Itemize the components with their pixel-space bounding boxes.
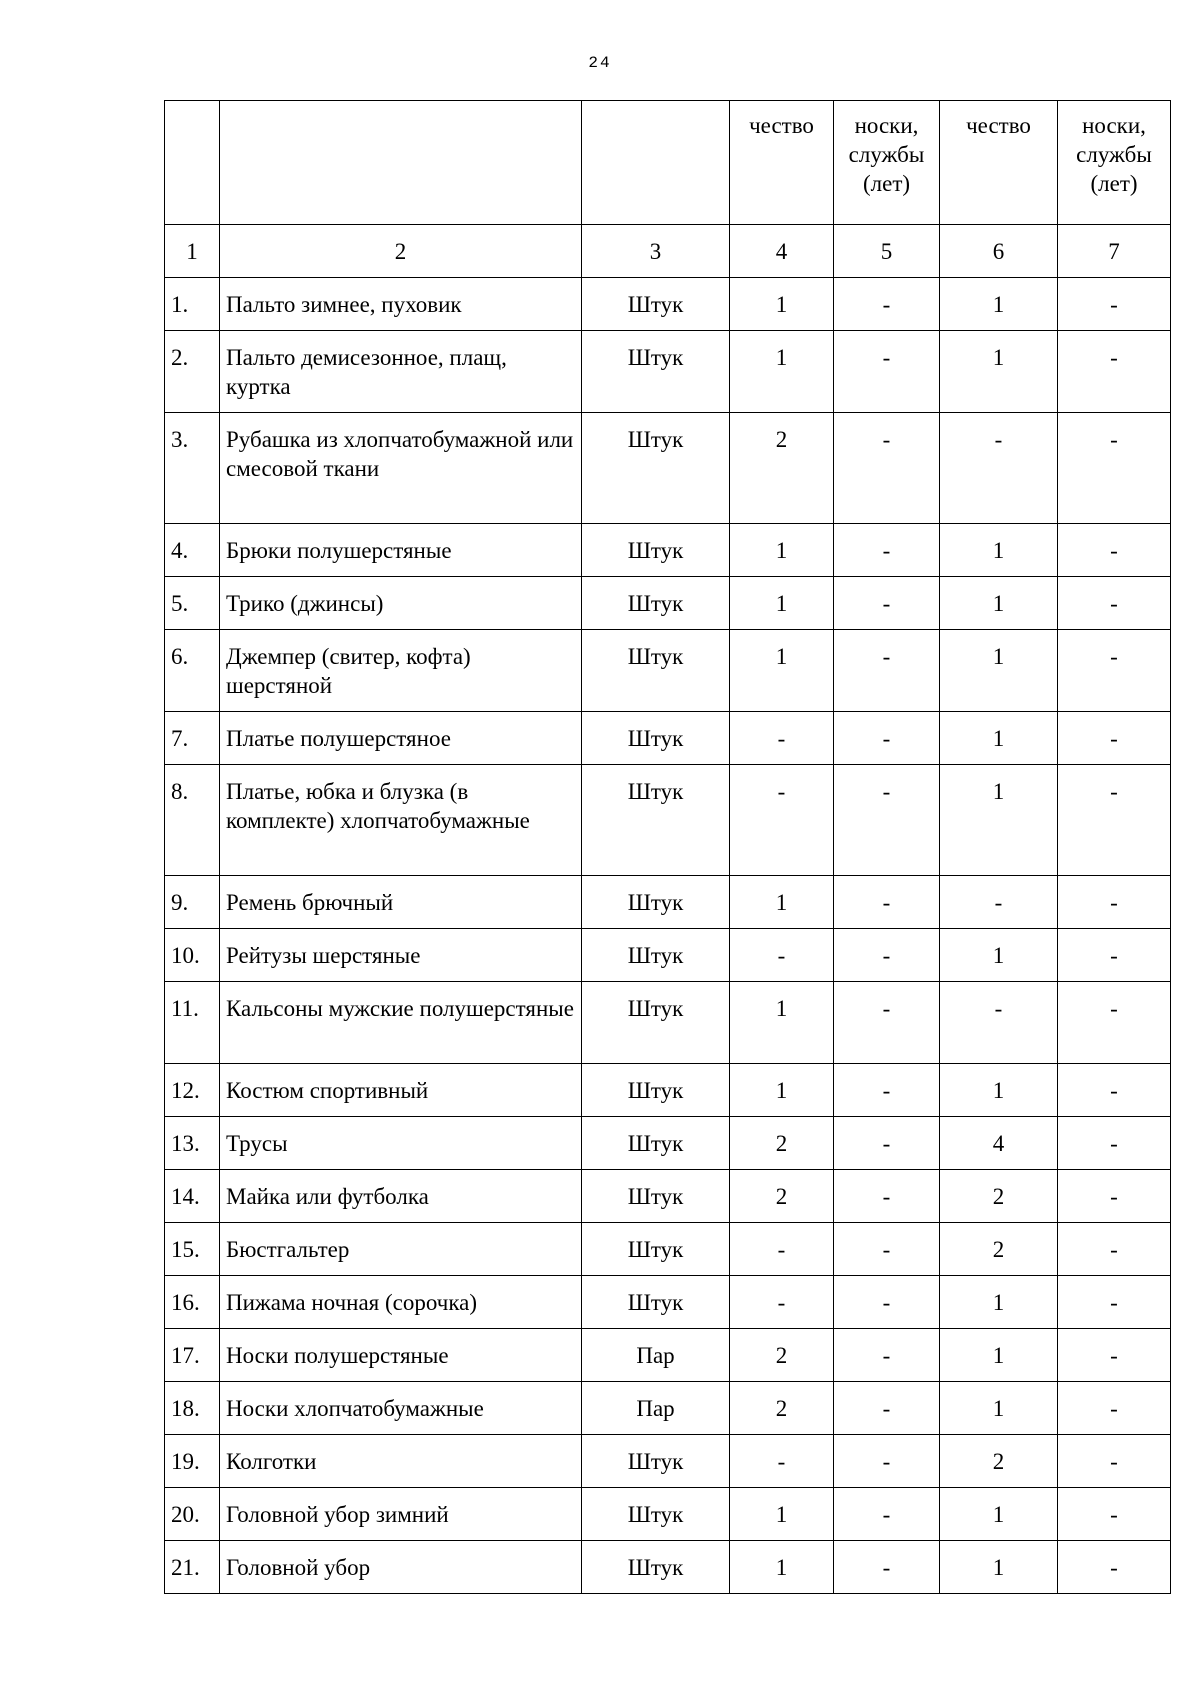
item-name: Рейтузы шерстяные xyxy=(220,929,582,982)
wear-period-cell: - xyxy=(834,712,940,765)
header-cell-num xyxy=(165,101,220,225)
unit-of-measure: Штук xyxy=(582,630,730,712)
table-row xyxy=(165,1329,1171,1382)
wear-period-cell: - xyxy=(1058,929,1171,982)
wear-period-cell: - xyxy=(1058,765,1171,876)
header-continuation-row xyxy=(165,101,1171,225)
wear-period-cell: - xyxy=(1058,577,1171,630)
unit-of-measure: Штук xyxy=(582,712,730,765)
quantity-cell: - xyxy=(940,876,1058,929)
column-number: 2 xyxy=(220,225,582,278)
row-number: 7. xyxy=(165,712,220,765)
row-number: 17. xyxy=(165,1329,220,1382)
item-name: Кальсоны мужские полушерстяные xyxy=(220,982,582,1064)
clothing-norms-table xyxy=(164,100,1171,1594)
wear-period-cell: - xyxy=(1058,712,1171,765)
quantity-cell: 2 xyxy=(730,413,834,524)
table-row xyxy=(165,1276,1171,1329)
wear-period-cell: - xyxy=(834,1064,940,1117)
quantity-cell: 1 xyxy=(940,1064,1058,1117)
wear-period-cell: - xyxy=(1058,630,1171,712)
quantity-cell: 1 xyxy=(730,1541,834,1594)
table-row xyxy=(165,765,1171,876)
quantity-cell: 2 xyxy=(730,1329,834,1382)
table-row xyxy=(165,712,1171,765)
wear-period-cell: - xyxy=(834,876,940,929)
wear-period-cell: - xyxy=(1058,1435,1171,1488)
table-row xyxy=(165,1382,1171,1435)
quantity-cell: - xyxy=(730,929,834,982)
quantity-cell: - xyxy=(940,982,1058,1064)
wear-period-cell: - xyxy=(834,278,940,331)
page-number: 24 xyxy=(588,54,612,72)
wear-period-cell: - xyxy=(834,929,940,982)
unit-of-measure: Штук xyxy=(582,1276,730,1329)
row-number: 1. xyxy=(165,278,220,331)
quantity-cell: 1 xyxy=(940,1329,1058,1382)
wear-period-cell: - xyxy=(834,577,940,630)
column-number: 4 xyxy=(730,225,834,278)
header-cell-wear-1: носки, службы (лет) xyxy=(834,101,940,225)
column-number-row xyxy=(165,225,1171,278)
quantity-cell: 2 xyxy=(730,1382,834,1435)
table-row xyxy=(165,1064,1171,1117)
quantity-cell: 2 xyxy=(940,1170,1058,1223)
table-row xyxy=(165,1435,1171,1488)
wear-period-cell: - xyxy=(834,1488,940,1541)
wear-period-cell: - xyxy=(1058,876,1171,929)
header-cell-qty-2: чество xyxy=(940,101,1058,225)
item-name: Костюм спортивный xyxy=(220,1064,582,1117)
wear-period-cell: - xyxy=(1058,413,1171,524)
item-name: Трусы xyxy=(220,1117,582,1170)
unit-of-measure: Штук xyxy=(582,1541,730,1594)
table-row xyxy=(165,1117,1171,1170)
unit-of-measure: Штук xyxy=(582,524,730,577)
wear-period-cell: - xyxy=(1058,1117,1171,1170)
row-number: 18. xyxy=(165,1382,220,1435)
row-number: 3. xyxy=(165,413,220,524)
wear-period-cell: - xyxy=(1058,524,1171,577)
table-row xyxy=(165,524,1171,577)
row-number: 6. xyxy=(165,630,220,712)
wear-period-cell: - xyxy=(834,1541,940,1594)
wear-period-cell: - xyxy=(1058,1541,1171,1594)
wear-period-cell: - xyxy=(834,1276,940,1329)
wear-period-cell: - xyxy=(1058,1276,1171,1329)
table-row xyxy=(165,1170,1171,1223)
item-name: Носки хлопчатобумажные xyxy=(220,1382,582,1435)
quantity-cell: - xyxy=(940,413,1058,524)
item-name: Пальто зимнее, пуховик xyxy=(220,278,582,331)
quantity-cell: - xyxy=(730,712,834,765)
quantity-cell: - xyxy=(730,1223,834,1276)
header-cell-wear-2: носки, службы (лет) xyxy=(1058,101,1171,225)
quantity-cell: 1 xyxy=(730,331,834,413)
quantity-cell: 1 xyxy=(940,1276,1058,1329)
unit-of-measure: Штук xyxy=(582,1170,730,1223)
quantity-cell: 4 xyxy=(940,1117,1058,1170)
item-name: Бюстгальтер xyxy=(220,1223,582,1276)
item-name: Головной убор xyxy=(220,1541,582,1594)
unit-of-measure: Штук xyxy=(582,1488,730,1541)
quantity-cell: 1 xyxy=(730,577,834,630)
table-row xyxy=(165,331,1171,413)
item-name: Рубашка из хлопчатобумажной или смесовой ткани xyxy=(220,413,582,524)
wear-period-cell: - xyxy=(1058,331,1171,413)
wear-period-cell: - xyxy=(1058,1488,1171,1541)
wear-period-cell: - xyxy=(1058,982,1171,1064)
quantity-cell: 1 xyxy=(940,630,1058,712)
item-name: Головной убор зимний xyxy=(220,1488,582,1541)
column-number: 3 xyxy=(582,225,730,278)
item-name: Колготки xyxy=(220,1435,582,1488)
wear-period-cell: - xyxy=(1058,1223,1171,1276)
wear-period-cell: - xyxy=(1058,278,1171,331)
quantity-cell: - xyxy=(730,765,834,876)
wear-period-cell: - xyxy=(834,331,940,413)
table-row xyxy=(165,929,1171,982)
row-number: 12. xyxy=(165,1064,220,1117)
quantity-cell: 2 xyxy=(730,1170,834,1223)
quantity-cell: 1 xyxy=(730,982,834,1064)
table-row xyxy=(165,1541,1171,1594)
unit-of-measure: Пар xyxy=(582,1382,730,1435)
item-name: Платье полушерстяное xyxy=(220,712,582,765)
row-number: 15. xyxy=(165,1223,220,1276)
unit-of-measure: Штук xyxy=(582,982,730,1064)
quantity-cell: 1 xyxy=(940,765,1058,876)
item-name: Трико (джинсы) xyxy=(220,577,582,630)
unit-of-measure: Штук xyxy=(582,413,730,524)
wear-period-cell: - xyxy=(1058,1329,1171,1382)
wear-period-cell: - xyxy=(1058,1064,1171,1117)
wear-period-cell: - xyxy=(834,1117,940,1170)
unit-of-measure: Штук xyxy=(582,876,730,929)
row-number: 16. xyxy=(165,1276,220,1329)
quantity-cell: 2 xyxy=(730,1117,834,1170)
quantity-cell: 2 xyxy=(940,1223,1058,1276)
table-row xyxy=(165,577,1171,630)
item-name: Пальто демисезонное, плащ, куртка xyxy=(220,331,582,413)
row-number: 13. xyxy=(165,1117,220,1170)
header-cell-name xyxy=(220,101,582,225)
quantity-cell: 1 xyxy=(940,1488,1058,1541)
wear-period-cell: - xyxy=(834,1435,940,1488)
unit-of-measure: Штук xyxy=(582,278,730,331)
wear-period-cell: - xyxy=(834,1170,940,1223)
quantity-cell: 1 xyxy=(730,278,834,331)
item-name: Майка или футболка xyxy=(220,1170,582,1223)
row-number: 5. xyxy=(165,577,220,630)
quantity-cell: 2 xyxy=(940,1435,1058,1488)
row-number: 21. xyxy=(165,1541,220,1594)
row-number: 10. xyxy=(165,929,220,982)
row-number: 4. xyxy=(165,524,220,577)
unit-of-measure: Штук xyxy=(582,1223,730,1276)
quantity-cell: 1 xyxy=(940,524,1058,577)
unit-of-measure: Штук xyxy=(582,577,730,630)
header-cell-unit xyxy=(582,101,730,225)
unit-of-measure: Пар xyxy=(582,1329,730,1382)
quantity-cell: 1 xyxy=(730,630,834,712)
column-number: 7 xyxy=(1058,225,1171,278)
unit-of-measure: Штук xyxy=(582,1064,730,1117)
row-number: 19. xyxy=(165,1435,220,1488)
table-row xyxy=(165,982,1171,1064)
quantity-cell: 1 xyxy=(940,712,1058,765)
table-row xyxy=(165,413,1171,524)
wear-period-cell: - xyxy=(1058,1170,1171,1223)
item-name: Джемпер (свитер, кофта) шерстяной xyxy=(220,630,582,712)
quantity-cell: 1 xyxy=(940,577,1058,630)
unit-of-measure: Штук xyxy=(582,765,730,876)
row-number: 11. xyxy=(165,982,220,1064)
wear-period-cell: - xyxy=(834,1223,940,1276)
table-row xyxy=(165,278,1171,331)
table-row xyxy=(165,1488,1171,1541)
quantity-cell: 1 xyxy=(940,1382,1058,1435)
column-number: 6 xyxy=(940,225,1058,278)
row-number: 2. xyxy=(165,331,220,413)
wear-period-cell: - xyxy=(1058,1382,1171,1435)
unit-of-measure: Штук xyxy=(582,1117,730,1170)
row-number: 14. xyxy=(165,1170,220,1223)
table-row xyxy=(165,630,1171,712)
row-number: 8. xyxy=(165,765,220,876)
wear-period-cell: - xyxy=(834,1382,940,1435)
wear-period-cell: - xyxy=(834,982,940,1064)
item-name: Платье, юбка и блузка (в комплекте) хлопчатобумажные xyxy=(220,765,582,876)
unit-of-measure: Штук xyxy=(582,1435,730,1488)
item-name: Пижама ночная (сорочка) xyxy=(220,1276,582,1329)
row-number: 20. xyxy=(165,1488,220,1541)
quantity-cell: 1 xyxy=(940,278,1058,331)
quantity-cell: 1 xyxy=(730,876,834,929)
quantity-cell: - xyxy=(730,1435,834,1488)
wear-period-cell: - xyxy=(834,524,940,577)
item-name: Ремень брючный xyxy=(220,876,582,929)
header-cell-qty-1: чество xyxy=(730,101,834,225)
quantity-cell: 1 xyxy=(940,929,1058,982)
item-name: Носки полушерстяные xyxy=(220,1329,582,1382)
quantity-cell: - xyxy=(730,1276,834,1329)
quantity-cell: 1 xyxy=(730,1488,834,1541)
table-row xyxy=(165,1223,1171,1276)
quantity-cell: 1 xyxy=(940,1541,1058,1594)
wear-period-cell: - xyxy=(834,413,940,524)
unit-of-measure: Штук xyxy=(582,929,730,982)
wear-period-cell: - xyxy=(834,630,940,712)
quantity-cell: 1 xyxy=(730,1064,834,1117)
item-name: Брюки полушерстяные xyxy=(220,524,582,577)
table-row xyxy=(165,876,1171,929)
unit-of-measure: Штук xyxy=(582,331,730,413)
wear-period-cell: - xyxy=(834,765,940,876)
wear-period-cell: - xyxy=(834,1329,940,1382)
row-number: 9. xyxy=(165,876,220,929)
column-number: 1 xyxy=(165,225,220,278)
column-number: 5 xyxy=(834,225,940,278)
quantity-cell: 1 xyxy=(940,331,1058,413)
quantity-cell: 1 xyxy=(730,524,834,577)
